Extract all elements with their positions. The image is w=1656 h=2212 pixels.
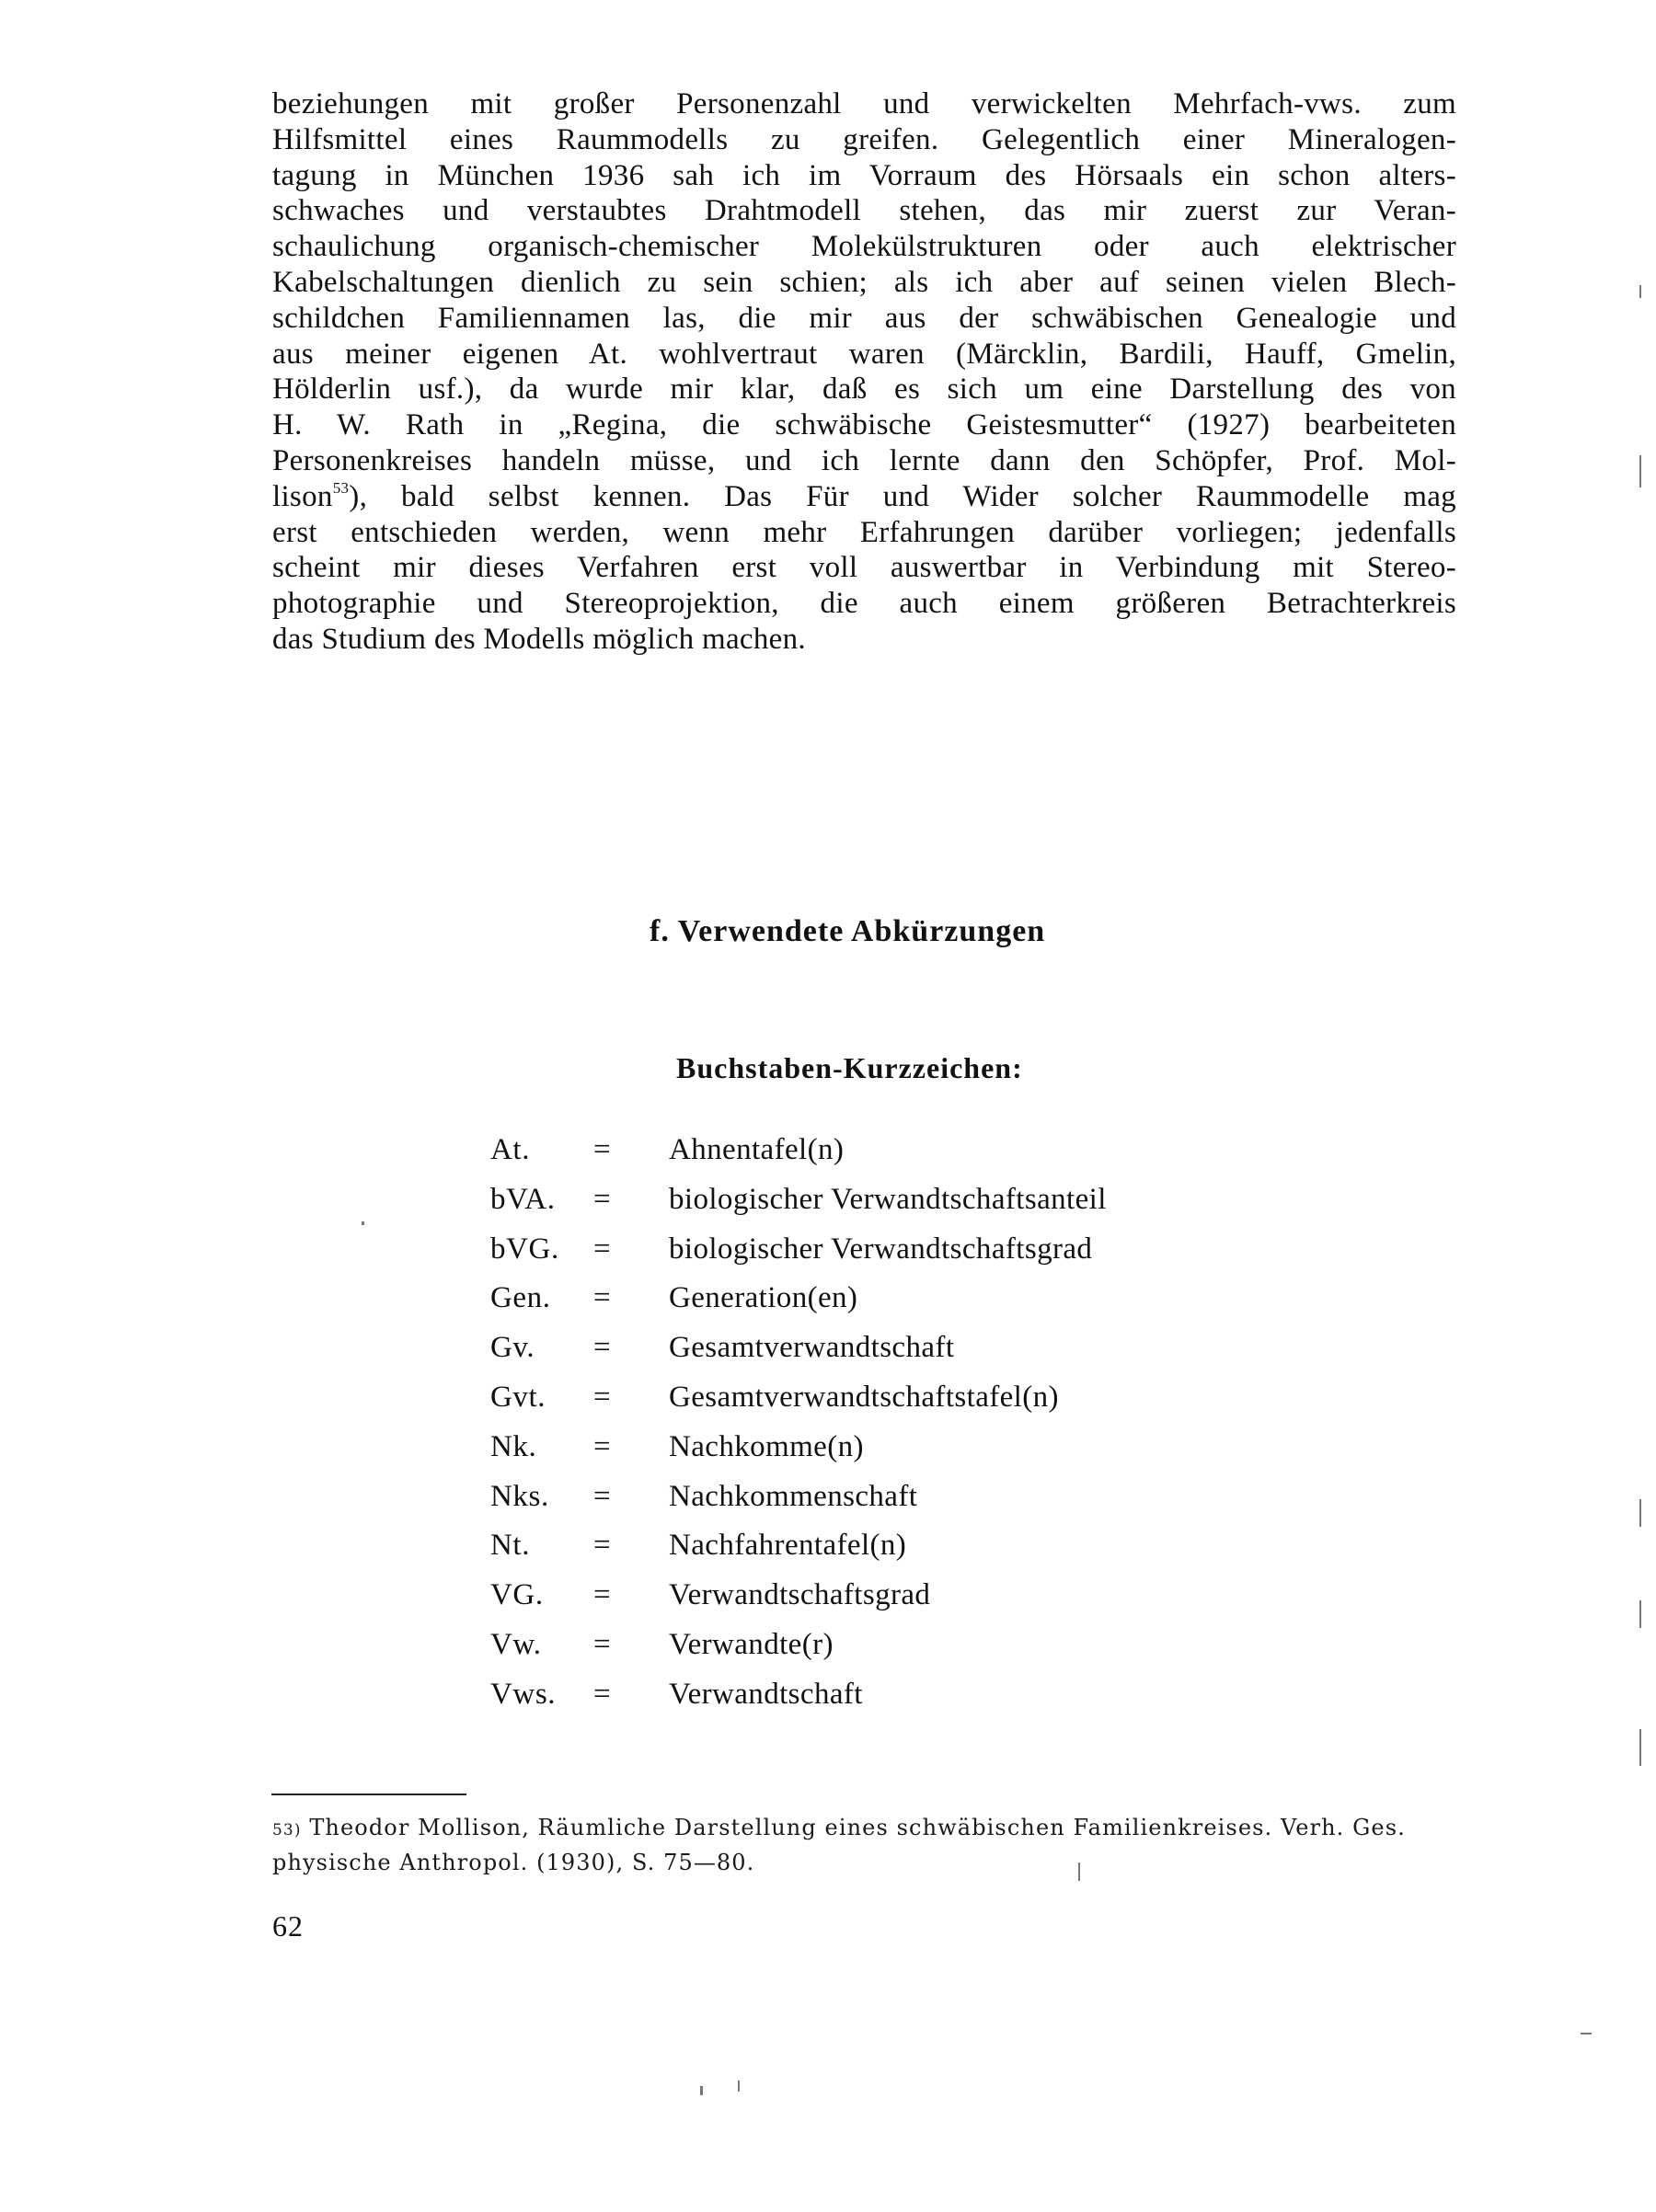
scan-speck (362, 1221, 364, 1225)
abbreviation-meaning: Verwandtschaftsgrad (669, 1578, 931, 1612)
equals-sign: = (593, 1331, 612, 1365)
equals-sign: = (593, 1578, 612, 1612)
abbreviation-meaning: Gesamtverwandtschaftstafel(n) (669, 1380, 1059, 1414)
sub-heading: Buchstaben-Kurzzeichen: (676, 1051, 1023, 1084)
footnote-line (272, 1812, 1455, 1847)
paragraph-line: Personenkreises handeln müsse, und ich lernte dann den Schöpfer, Prof. Mol- (272, 443, 1456, 477)
abbreviation-row (490, 1480, 1245, 1530)
abbreviation-meaning: Verwandte(r) (669, 1627, 834, 1661)
abbreviation-list (490, 1133, 1245, 1727)
paragraph-line: aus meiner eigenen At. wohlvertraut waren (Märcklin, Bardili, Hauff, Gmelin, (272, 337, 1456, 371)
abbreviation-meaning: Gesamtverwandtschaft (669, 1331, 955, 1365)
scan-speck (700, 2086, 703, 2095)
abbreviation-row (490, 1281, 1245, 1331)
equals-sign: = (593, 1281, 612, 1315)
abbreviation-meaning: biologischer Verwandtschaftsgrad (669, 1232, 1093, 1266)
abbreviation-meaning: Nachfahrentafel(n) (669, 1529, 907, 1563)
page-number: 62 (272, 1909, 304, 1943)
equals-sign: = (593, 1677, 612, 1711)
abbreviation: VG. (490, 1578, 544, 1612)
scan-speck (1078, 1862, 1080, 1881)
paragraph-line: Kabelschaltungen dienlich zu sein schien; als ich aber auf seinen vielen Blech- (272, 265, 1456, 299)
abbreviation-meaning: Verwandtschaft (669, 1677, 863, 1711)
footnote-divider (271, 1794, 466, 1795)
equals-sign: = (593, 1529, 612, 1563)
footnote-text: Theodor Mollison, Räumliche Darstellung eines schwäbischen Familienkreises. Verh. Ges. (309, 1815, 1406, 1840)
paragraph-line: H. W. Rath in „Regina, die schwäbische Geistesmutter“ (1927) bearbeiteten (272, 408, 1456, 442)
abbreviation: Gvt. (490, 1380, 546, 1414)
abbreviation-meaning: Nachkommenschaft (669, 1479, 918, 1513)
paragraph-line: Hilfsmittel eines Raummodells zu greifen. Gelegentlich einer Mineralogen- (272, 122, 1456, 156)
scan-speck (1639, 1499, 1641, 1527)
footnote-number: 53) (272, 1821, 302, 1840)
footnote (272, 1812, 1455, 1879)
scan-speck (1639, 1600, 1641, 1628)
equals-sign: = (593, 1627, 612, 1661)
equals-sign: = (593, 1429, 612, 1463)
abbreviation: bVG. (490, 1232, 559, 1266)
scan-speck (1639, 285, 1641, 298)
equals-sign: = (593, 1182, 612, 1216)
abbreviation-row (490, 1183, 1245, 1232)
paragraph-line: schildchen Familiennamen las, die mir aus der schwäbischen Genealogie und (272, 301, 1456, 335)
abbreviation: Vw. (490, 1627, 542, 1661)
section-heading: f. Verwendete Abkürzungen (650, 914, 1046, 948)
paragraph-line: schaulichung organisch-chemischer Molekülstrukturen oder auch elektrischer (272, 230, 1456, 264)
paragraph-line: das Studium des Modells möglich machen. (272, 622, 806, 656)
paragraph-line: scheint mir dieses Verfahren erst voll auswertbar in Verbindung mit Stereo- (272, 551, 1456, 585)
scan-speck (738, 2080, 740, 2092)
footnote-reference[interactable]: 53 (332, 478, 350, 497)
abbreviation-meaning: Ahnentafel(n) (669, 1133, 845, 1166)
scan-speck (1581, 2033, 1592, 2034)
abbreviation-row (490, 1232, 1245, 1282)
scan-speck (1639, 1729, 1641, 1766)
abbreviation: Vws. (490, 1677, 557, 1711)
equals-sign: = (593, 1380, 612, 1414)
abbreviation: Gv. (490, 1331, 535, 1365)
abbreviation-row (490, 1578, 1245, 1628)
paragraph-line: beziehungen mit großer Personenzahl und verwickelten Mehrfach-vws. zum (272, 87, 1456, 120)
paragraph-line: tagung in München 1936 sah ich im Vorraum des Hörsaals ein schon alters- (272, 158, 1456, 192)
closing-paren: ), (349, 479, 368, 513)
abbreviation-row (490, 1133, 1245, 1183)
abbreviation-row (490, 1381, 1245, 1430)
equals-sign: = (593, 1133, 612, 1166)
paragraph-line: schwaches und verstaubtes Drahtmodell stehen, das mir zuerst zur Veran- (272, 194, 1456, 228)
equals-sign: = (593, 1479, 612, 1513)
abbreviation: bVA. (490, 1182, 556, 1216)
abbreviation-row (490, 1678, 1245, 1727)
equals-sign: = (593, 1232, 612, 1266)
paragraph-line: erst entschieden werden, wenn mehr Erfahrungen darüber vorliegen; jedenfalls (272, 515, 1456, 549)
abbreviation: Nks. (490, 1479, 549, 1513)
abbreviation: At. (490, 1133, 531, 1166)
scan-speck (1639, 455, 1641, 487)
abbreviation: Gen. (490, 1281, 551, 1315)
word-lison: lison (272, 479, 333, 513)
abbreviation-row (490, 1430, 1245, 1480)
footnote-line: physische Anthropol. (1930), S. 75—80. (272, 1850, 755, 1875)
paragraph-line: Hölderlin usf.), da wurde mir klar, daß es sich um eine Darstellung des von (272, 372, 1456, 407)
abbreviation: Nk. (490, 1429, 537, 1463)
paragraph-line-rest: bald selbst kennen. Das Für und Wider solcher Raummodelle mag (400, 479, 1456, 513)
paragraph-line: photographie und Stereoprojektion, die auch einem größeren Betrachterkreis (272, 587, 1456, 621)
body-paragraph (272, 86, 1456, 658)
paragraph-line-with-footnote-ref (272, 479, 1456, 515)
abbreviation-meaning: Generation(en) (669, 1281, 858, 1315)
abbreviation-meaning: biologischer Verwandtschaftsanteil (669, 1182, 1107, 1216)
abbreviation-row (490, 1331, 1245, 1381)
abbreviation-row (490, 1529, 1245, 1578)
abbreviation: Nt. (490, 1529, 531, 1563)
abbreviation-row (490, 1628, 1245, 1678)
abbreviation-meaning: Nachkomme(n) (669, 1429, 864, 1463)
